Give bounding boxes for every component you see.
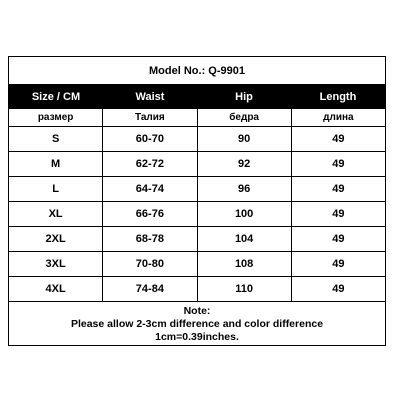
size-cell: M [9, 152, 103, 176]
header-hip-ru: бедра [198, 109, 292, 126]
waist-cell: 74-84 [103, 277, 197, 301]
table-row [9, 202, 385, 227]
length-cell: 49 [332, 133, 345, 145]
hip-cell: 108 [198, 252, 292, 276]
waist-cell: 60-70 [103, 127, 197, 151]
size-cell: L [9, 177, 103, 201]
hip-cell: 92 [198, 152, 292, 176]
table-row [9, 127, 385, 152]
header-size: Size / CM [31, 91, 81, 103]
hip-cell: 90 [198, 127, 292, 151]
header-length-ru: длина [323, 112, 354, 123]
table-row [9, 227, 385, 252]
header-row [9, 85, 385, 109]
size-cell: 4XL [9, 277, 103, 301]
length-cell: 49 [332, 233, 345, 245]
hip-cell: 100 [198, 202, 292, 226]
length-cell: 49 [332, 158, 345, 170]
note-line-difference: Please allow 2-3cm difference and color difference [70, 318, 324, 330]
header-hip: Hip [235, 91, 253, 103]
note-heading: Note: [183, 305, 211, 317]
length-cell: 49 [332, 208, 345, 220]
note-section [9, 302, 385, 347]
table-row [9, 152, 385, 177]
hip-cell: 96 [198, 177, 292, 201]
table-row [9, 277, 385, 302]
waist-cell: 64-74 [103, 177, 197, 201]
header-waist: Waist [135, 91, 165, 103]
size-chart-table [8, 56, 386, 346]
model-number-title: Model No.: Q-9901 [9, 57, 385, 85]
hip-cell: 110 [198, 277, 292, 301]
length-cell: 49 [332, 183, 345, 195]
header-length: Length [319, 91, 357, 103]
size-cell: 3XL [9, 252, 103, 276]
table-row [9, 177, 385, 202]
waist-cell: 66-76 [103, 202, 197, 226]
note-line-conversion: 1cm=0.39inches. [155, 331, 239, 343]
length-cell: 49 [332, 283, 345, 295]
table-row [9, 252, 385, 277]
size-cell: 2XL [9, 227, 103, 251]
header-waist-ru: Талия [103, 109, 197, 126]
russian-header-row [9, 109, 385, 127]
waist-cell: 70-80 [103, 252, 197, 276]
waist-cell: 68-78 [103, 227, 197, 251]
size-cell: XL [9, 202, 103, 226]
hip-cell: 104 [198, 227, 292, 251]
length-cell: 49 [332, 258, 345, 270]
waist-cell: 62-72 [103, 152, 197, 176]
header-size-ru: размер [9, 109, 103, 126]
size-cell: S [9, 127, 103, 151]
